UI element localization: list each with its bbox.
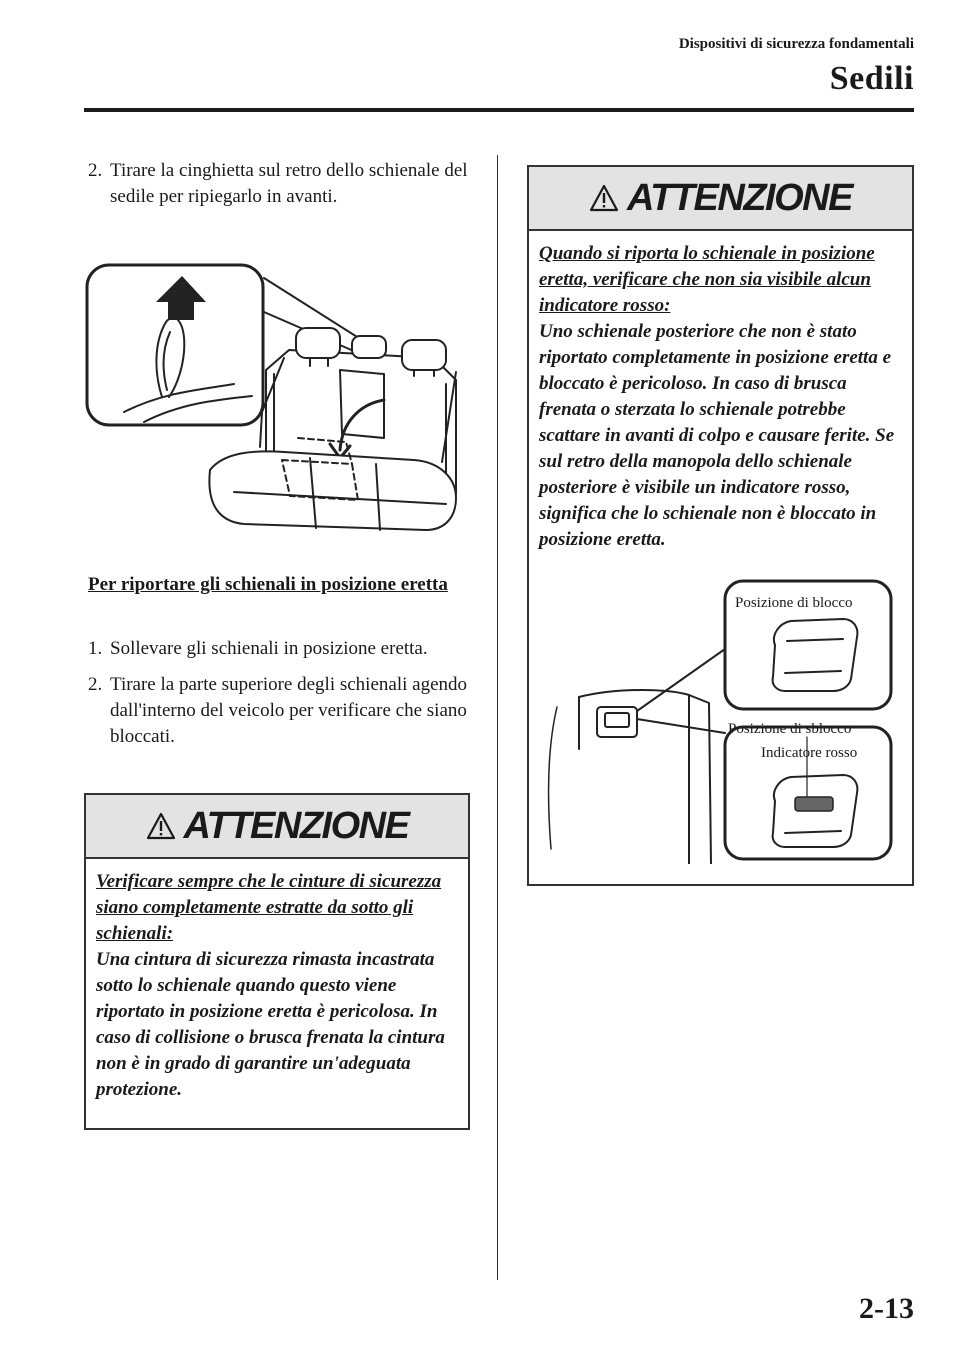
step-text: Sollevare gli schienali in posizione eretta. xyxy=(110,638,428,659)
list-item xyxy=(88,672,473,750)
column-divider xyxy=(497,155,498,1280)
warning-title: ATTENZIONE xyxy=(627,176,852,219)
step-text: Tirare la parte superiore degli schienali agendo dall'interno del veicolo per verificare che siano bloccati. xyxy=(110,674,468,747)
list-item xyxy=(88,158,473,210)
warning-lead: Quando si riporta lo schienale in posizione eretta, verificare che non sia visibile alcun indicatore rosso: xyxy=(539,243,875,316)
step-number: 2. xyxy=(88,674,103,695)
callout-unlocked: Posizione di sblocco xyxy=(728,721,852,737)
warning-title: ATTENZIONE xyxy=(183,804,409,847)
warning-text: Una cintura di sicurezza rimasta incastrata sotto lo schienale quando questo viene riportato in posizione eretta è pericolosa. In caso di collisione o brusca frenata la cintura non è in grado di garantire un'adeguata protezione. xyxy=(96,949,445,1100)
warning-header xyxy=(86,795,468,859)
warning-triangle-icon xyxy=(146,812,176,840)
callout-red-indicator: Indicatore rosso xyxy=(761,745,858,761)
callout-locked: Posizione di blocco xyxy=(735,595,853,611)
step-number: 2. xyxy=(88,160,103,181)
section-subheading: Per riportare gli schienali in posizione eretta xyxy=(88,574,448,595)
step-list-upright xyxy=(88,636,473,760)
warning-box-belts xyxy=(84,793,470,1130)
seat-fold-illustration xyxy=(84,262,469,534)
step-text: Tirare la cinghietta sul retro dello schienale del sedile per ripiegarlo in avanti. xyxy=(110,160,468,207)
warning-triangle-icon xyxy=(589,184,619,212)
section-title: Dispositivi di sicurezza fondamentali xyxy=(678,36,914,52)
warning-body xyxy=(86,859,468,1103)
red-indicator xyxy=(795,797,833,811)
list-item xyxy=(88,636,473,662)
header-rule xyxy=(84,108,914,112)
warning-lead: Verificare sempre che le cinture di sicurezza siano completamente estratte da sotto gli schienali: xyxy=(96,871,442,944)
step-number: 1. xyxy=(88,638,103,659)
step-list-fold xyxy=(88,158,473,220)
warning-body xyxy=(529,231,912,553)
page-title: Sedili xyxy=(829,60,914,97)
warning-text: Uno schienale posteriore che non è stato riportato completamente in posizione eretta e bloccato è pericoloso. In caso di brusca frenata o sterzata lo schienale potrebbe scattare in avanti di colpo e causare ferite. Se sul retro della manopola dello schienale posteriore è visibile un indicatore rosso, significa che lo schienale non è bloccato in posizione eretta. xyxy=(539,321,895,550)
page-number: 2-13 xyxy=(859,1292,914,1325)
warning-header xyxy=(529,167,912,231)
warning-box-upright xyxy=(527,165,914,886)
